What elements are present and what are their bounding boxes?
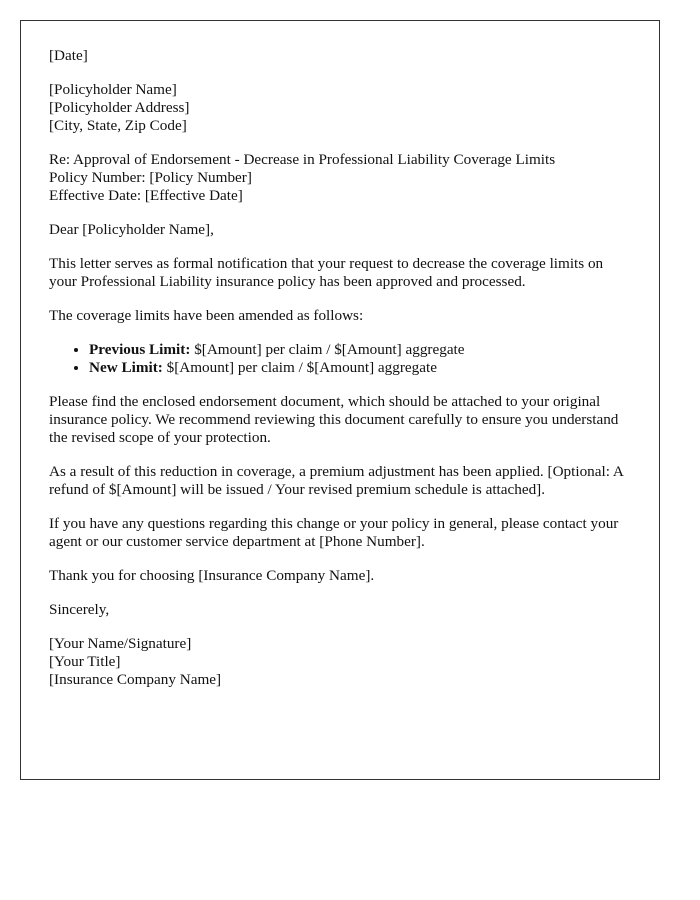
effective-date: Effective Date: [Effective Date] bbox=[49, 187, 243, 204]
subject-line: Re: Approval of Endorsement - Decrease in Professional Liability Coverage Limits bbox=[49, 151, 556, 168]
limit-label: New Limit: bbox=[89, 359, 163, 376]
amended-lead: The coverage limits have been amended as follows: bbox=[49, 307, 364, 324]
date: [Date] bbox=[49, 47, 88, 64]
thanks-paragraph: Thank you for choosing [Insurance Company Name]. bbox=[49, 567, 375, 584]
list-item-previous-limit bbox=[89, 341, 631, 359]
enclosure-paragraph: Please find the enclosed endorsement document, which should be attached to your original insurance policy. We recommend reviewing this document carefully to ensure you understand the revised scope of your protection. bbox=[49, 393, 619, 446]
recipient-city-state-zip: [City, State, Zip Code] bbox=[49, 117, 187, 134]
signature-block bbox=[49, 635, 631, 689]
premium-paragraph: As a result of this reduction in coverage, a premium adjustment has been applied. [Optional: A refund of $[Amount] will be issued / Your revised premium schedule is attached]. bbox=[49, 463, 624, 498]
letter-page bbox=[20, 20, 660, 780]
list-item-new-limit bbox=[89, 359, 631, 377]
limit-value: $[Amount] per claim / $[Amount] aggregate bbox=[190, 341, 465, 358]
closing: Sincerely, bbox=[49, 601, 110, 618]
recipient-name: [Policyholder Name] bbox=[49, 81, 177, 98]
intro-paragraph: This letter serves as formal notification that your request to decrease the coverage limits on your Professional Liability insurance policy has been approved and processed. bbox=[49, 255, 604, 290]
signer-name: [Your Name/Signature] bbox=[49, 635, 192, 652]
limit-label: Previous Limit: bbox=[89, 341, 191, 358]
recipient-address: [Policyholder Address] bbox=[49, 99, 190, 116]
limit-value: $[Amount] per claim / $[Amount] aggregate bbox=[162, 359, 437, 376]
salutation: Dear [Policyholder Name], bbox=[49, 221, 214, 238]
recipient-block bbox=[49, 81, 631, 135]
signer-title: [Your Title] bbox=[49, 653, 121, 670]
signer-company: [Insurance Company Name] bbox=[49, 671, 222, 688]
policy-number: Policy Number: [Policy Number] bbox=[49, 169, 252, 186]
limits-list bbox=[49, 341, 631, 377]
reference-block bbox=[49, 151, 631, 205]
questions-paragraph: If you have any questions regarding this change or your policy in general, please contact your agent or our customer service department at [Phone Number]. bbox=[49, 515, 619, 550]
